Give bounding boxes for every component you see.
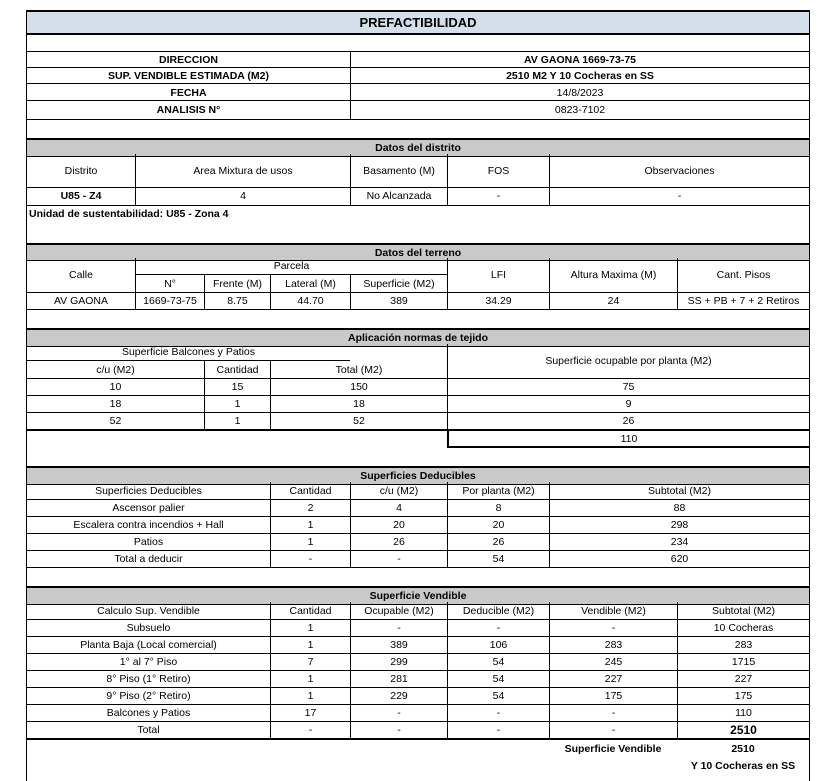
- summary-label: Superficie Vendible: [564, 742, 662, 755]
- table-row: [27, 395, 809, 413]
- table-cell: 175: [549, 687, 677, 704]
- prefactibilidad-sheet: [26, 10, 810, 781]
- distrito-note-row: [27, 205, 809, 223]
- column-header: Vendible (M2): [549, 602, 677, 619]
- table-cell: Subsuelo: [126, 621, 171, 634]
- table-row: [27, 670, 809, 688]
- column-header: LFI: [447, 258, 549, 292]
- table-cell: 1715: [677, 653, 809, 670]
- table-cell: 75: [447, 378, 809, 395]
- header-value: 2510 M2 Y 10 Cocheras en SS: [350, 68, 809, 84]
- table-cell: 283: [677, 636, 809, 653]
- ocupable-total: 110: [447, 431, 809, 448]
- column-header: Altura Maxima (M): [549, 258, 677, 292]
- column-header: Subtotal (M2): [549, 482, 809, 499]
- header-label: SUP. VENDIBLE ESTIMADA (M2): [107, 70, 270, 82]
- column-header: Ocupable (M2): [350, 602, 447, 619]
- table-row: [27, 550, 809, 568]
- table-cell: 1669-73-75: [135, 292, 204, 309]
- column-header: Total (M2): [270, 361, 447, 378]
- table-cell: 106: [447, 636, 549, 653]
- table-cell: 1: [204, 412, 270, 429]
- column-header: Superficie ocupable por planta (M2): [447, 344, 809, 378]
- table-row: [27, 619, 809, 637]
- column-header: Deducible (M2): [447, 602, 549, 619]
- header-value: 0823-7102: [350, 101, 809, 119]
- table-cell: 54: [447, 670, 549, 687]
- table-row-total: [27, 721, 809, 740]
- summary-note-row: [27, 757, 809, 774]
- distrito-value-row: [27, 187, 809, 206]
- table-cell: 245: [549, 653, 677, 670]
- table-cell: 1: [204, 395, 270, 412]
- table-cell: 1° al 7° Piso: [119, 655, 178, 668]
- table-cell: 1: [270, 619, 350, 636]
- title-row: [27, 10, 809, 35]
- total-value: 2510: [677, 721, 809, 738]
- table-cell: Escalera contra incendios + Hall: [73, 518, 224, 531]
- page-title: PREFACTIBILIDAD: [359, 15, 477, 30]
- column-header: Superficie (M2): [350, 275, 447, 292]
- table-cell: -: [270, 721, 350, 738]
- table-cell: 1: [270, 533, 350, 550]
- table-cell: SS + PB + 7 + 2 Retiros: [677, 292, 809, 309]
- table-row: [27, 533, 809, 551]
- table-cell: 88: [549, 499, 809, 516]
- table-cell: 1: [270, 687, 350, 704]
- column-header: Observaciones: [549, 154, 809, 187]
- header-row-direccion: [27, 51, 809, 68]
- table-cell: 17: [270, 704, 350, 721]
- table-cell: -: [549, 619, 677, 636]
- column-header: Basamento (M): [350, 154, 447, 187]
- table-cell: -: [447, 704, 549, 721]
- table-cell: 52: [270, 412, 447, 429]
- column-header: Distrito: [64, 164, 98, 177]
- header-label: FECHA: [170, 86, 207, 99]
- table-cell: -: [549, 187, 809, 205]
- section-title: Superficie Vendible: [369, 590, 467, 602]
- table-cell: 8: [447, 499, 549, 516]
- table-cell: 52: [109, 414, 122, 427]
- column-header: Cantidad: [204, 361, 270, 378]
- section-title: Datos del distrito: [375, 142, 461, 154]
- table-cell: -: [447, 619, 549, 636]
- column-header: Calle: [69, 269, 93, 281]
- parcela-group-header: Parcela: [135, 258, 447, 275]
- table-cell: 10 Cocheras: [677, 619, 809, 636]
- table-cell: -: [447, 187, 549, 205]
- table-cell: 54: [447, 653, 549, 670]
- table-cell: 299: [350, 653, 447, 670]
- table-cell: 10: [109, 380, 122, 393]
- table-cell: 281: [350, 670, 447, 687]
- table-row: [27, 516, 809, 534]
- table-cell: 54: [447, 687, 549, 704]
- table-cell: U85 - Z4: [60, 190, 102, 202]
- column-header: Frente (M): [204, 275, 270, 292]
- table-cell: 18: [270, 395, 447, 412]
- table-cell: 24: [549, 292, 677, 309]
- column-header: Por planta (M2): [447, 482, 549, 499]
- section-title: Aplicación normas de tejido: [347, 332, 489, 344]
- ocupable-total-row: [27, 431, 809, 448]
- table-cell: 1: [270, 670, 350, 687]
- summary-row: [27, 740, 809, 757]
- table-cell: -: [350, 550, 447, 567]
- table-cell: 26: [447, 412, 809, 429]
- distrito-header-row: [27, 154, 809, 188]
- table-cell: 20: [350, 516, 447, 533]
- vendible-header-row: [27, 602, 809, 620]
- table-cell: 229: [350, 687, 447, 704]
- table-cell: -: [549, 704, 677, 721]
- table-cell: 8° Piso (1° Retiro): [106, 672, 191, 685]
- header-row-analisis: [27, 100, 809, 120]
- table-cell: 175: [677, 687, 809, 704]
- summary-value: 2510: [731, 742, 755, 755]
- table-cell: 20: [447, 516, 549, 533]
- table-cell: 54: [447, 550, 549, 567]
- column-header: FOS: [447, 154, 549, 187]
- column-header: Lateral (M): [270, 275, 350, 292]
- table-cell: 26: [350, 533, 447, 550]
- table-cell: 227: [677, 670, 809, 687]
- table-cell: 44.70: [270, 292, 350, 309]
- table-cell: 26: [447, 533, 549, 550]
- table-cell: 389: [350, 636, 447, 653]
- sustentabilidad-note: Unidad de sustentabilidad: U85 - Zona 4: [29, 208, 229, 220]
- summary-note: Y 10 Cocheras en SS: [690, 759, 796, 772]
- column-header: Area Mixtura de usos: [135, 154, 350, 187]
- table-cell: 298: [549, 516, 809, 533]
- table-cell: 15: [204, 378, 270, 395]
- table-cell: 18: [109, 397, 122, 410]
- column-header: c/u (M2): [96, 363, 135, 376]
- table-row: [27, 636, 809, 654]
- table-cell: Balcones y Patios: [106, 706, 191, 719]
- column-header: Cantidad: [270, 602, 350, 619]
- table-cell: 2: [270, 499, 350, 516]
- table-row: [27, 499, 809, 517]
- table-cell: -: [270, 550, 350, 567]
- column-header: Superficies Deducibles: [95, 484, 202, 497]
- table-cell: 4: [135, 187, 350, 205]
- table-cell: 34.29: [447, 292, 549, 309]
- table-row: [27, 704, 809, 722]
- deducibles-header-row: [27, 482, 809, 500]
- table-row: [27, 653, 809, 671]
- table-row: [27, 378, 809, 396]
- column-header: Subtotal (M2): [677, 602, 809, 619]
- terreno-header-row: [27, 258, 809, 293]
- table-cell: AV GAONA: [53, 294, 109, 307]
- column-header: Cantidad: [270, 482, 350, 499]
- table-cell: No Alcanzada: [350, 187, 447, 205]
- table-cell: 389: [350, 292, 447, 309]
- table-cell: 7: [270, 653, 350, 670]
- table-cell: 1: [270, 636, 350, 653]
- table-cell: -: [549, 721, 677, 738]
- header-label: ANALISIS N°: [156, 104, 221, 116]
- table-row: [27, 412, 809, 431]
- balcones-group-header: Superficie Balcones y Patios: [27, 344, 350, 361]
- table-cell: 150: [270, 378, 447, 395]
- table-cell: Planta Baja (Local comercial): [80, 638, 217, 651]
- header-label: DIRECCION: [159, 54, 218, 66]
- column-header: Calculo Sup. Vendible: [97, 604, 200, 617]
- column-header: Cant. Pisos: [677, 258, 809, 292]
- column-header: c/u (M2): [350, 482, 447, 499]
- table-cell: -: [350, 619, 447, 636]
- header-row-fecha: [27, 83, 809, 101]
- section-title: Superficies Deducibles: [360, 470, 476, 482]
- header-value: 14/8/2023: [350, 84, 809, 101]
- table-cell: 9: [447, 395, 809, 412]
- table-cell: 234: [549, 533, 809, 550]
- table-cell: -: [350, 721, 447, 738]
- table-cell: 110: [677, 704, 809, 721]
- table-cell: 9° Piso (2° Retiro): [106, 689, 191, 702]
- table-cell: 620: [549, 550, 809, 567]
- header-value: AV GAONA 1669-73-75: [350, 52, 809, 68]
- table-cell: Total a deducir: [114, 552, 183, 565]
- table-cell: Ascensor palier: [112, 501, 185, 514]
- section-title: Datos del terreno: [374, 246, 462, 259]
- terreno-value-row: [27, 292, 809, 310]
- header-row-superficie: [27, 67, 809, 84]
- table-cell: 283: [549, 636, 677, 653]
- table-cell: 227: [549, 670, 677, 687]
- table-cell: 8.75: [204, 292, 270, 309]
- table-row: [27, 687, 809, 705]
- tejido-header-row: [27, 344, 809, 379]
- table-cell: 4: [350, 499, 447, 516]
- table-cell: -: [447, 721, 549, 738]
- table-cell: -: [350, 704, 447, 721]
- table-cell: Patios: [133, 535, 164, 548]
- table-cell: Total: [137, 723, 160, 736]
- table-cell: 1: [270, 516, 350, 533]
- column-header: N°: [135, 275, 204, 292]
